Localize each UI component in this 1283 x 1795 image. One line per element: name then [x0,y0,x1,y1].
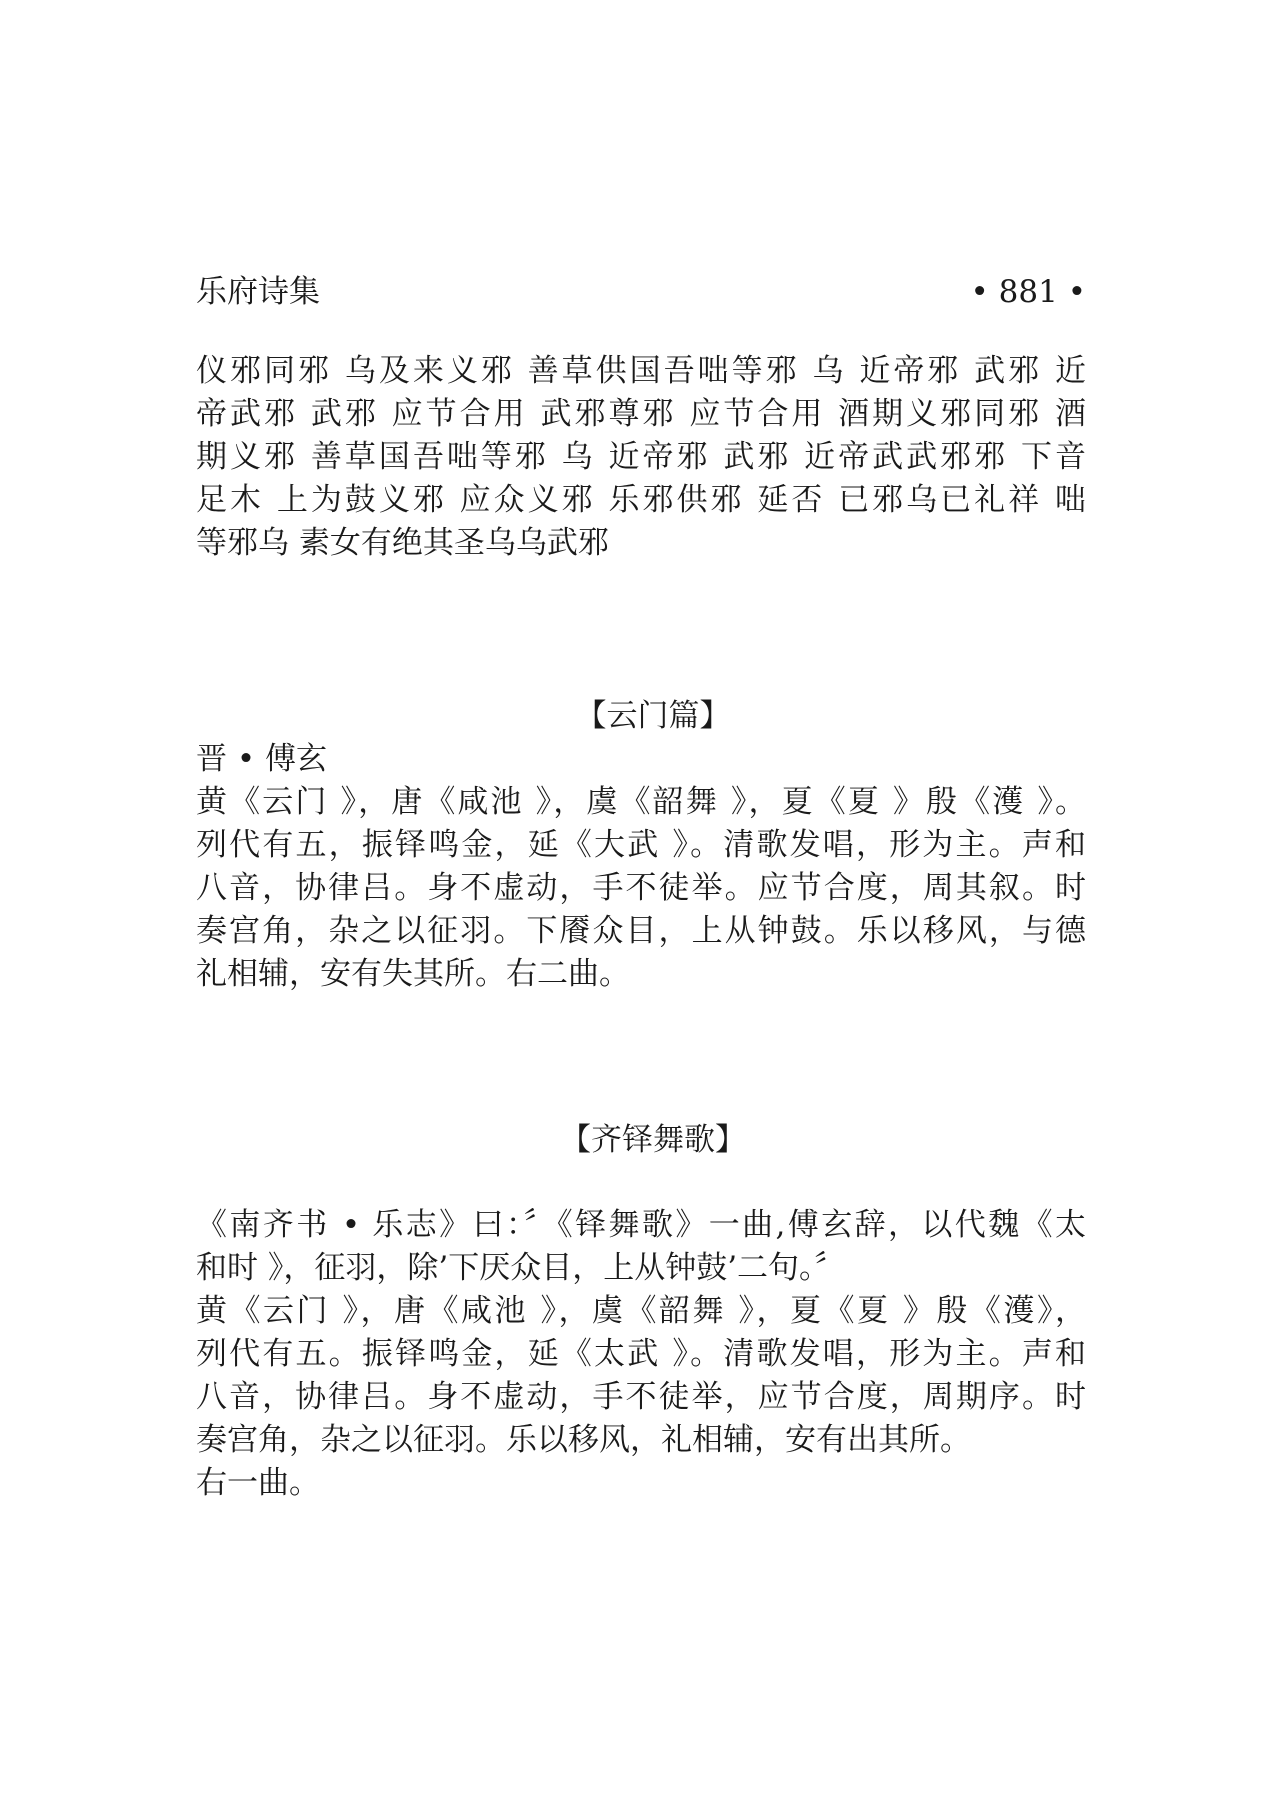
text-line: 帝武邪 武邪 应节合用 武邪尊邪 应节合用 酒期义邪同邪 酒 [196,396,1086,432]
intro-passage [196,350,1086,565]
page-header [196,270,1086,314]
text-line: 等邪乌 素女有绝其圣乌乌武邪 [196,525,609,561]
text-line: 奏宫角，杂之以征羽。乐以移风，礼相辅，安有出其所。 [196,1422,971,1458]
text-line: 八音，协律吕。身不虚动，手不徒举。应节合度，周其叙。时 [196,870,1086,906]
book-title: 乐府诗集 [196,274,320,310]
text-line: 黄《云门 》，唐《咸池 》，虞《韶舞 》，夏《夏 》殷《濩 》。 [196,784,1086,820]
text-line: 仪邪同邪 乌及来义邪 善草供国吾咄等邪 乌 近帝邪 武邪 近 [196,353,1086,389]
text-line: 足木 上为鼓义邪 应众义邪 乐邪供邪 延否 已邪乌已礼祥 咄 [196,482,1086,518]
section-author: 晋 • 傅玄 [196,741,327,777]
text-line: 黄《云门 》，唐《咸池 》，虞《韶舞 》，夏《夏 》殷《濩》， [196,1293,1086,1329]
text-line: 列代有五，振铎鸣金，延《大武 》。清歌发唱，形为主。声和 [196,827,1086,863]
text-line: 奏宫角，杂之以征羽。下餍众目，上从钟鼓。乐以移风，与德 [196,913,1086,949]
section-yunmen-body [196,738,1086,996]
text-line: 列代有五。振铎鸣金，延《太武 》。清歌发唱，形为主。声和 [196,1336,1086,1372]
text-line: 右一曲。 [196,1465,320,1501]
text-line: 八音，协律吕。身不虚动，手不徒举，应节合度，周期序。时 [196,1379,1086,1415]
section-title-yunmen: 【云门篇】 [575,698,731,734]
text-line: 礼相辅，安有失其所。右二曲。 [196,956,630,992]
section-qi-duo-body [196,1204,1086,1505]
text-line: 《南齐书 • 乐志》曰：〞《铎舞歌》一曲,傅玄辞，以代魏《太 [196,1207,1086,1243]
section-title-qi-duo: 【齐铎舞歌】 [560,1122,746,1158]
page-number: • 881 • [970,274,1086,310]
text-line: 期义邪 善草国吾咄等邪 乌 近帝邪 武邪 近帝武武邪邪 下音 [196,439,1086,475]
text-line: 和时 》，征羽，除’下厌众目，上从钟鼓’二句。〞 [196,1250,846,1286]
